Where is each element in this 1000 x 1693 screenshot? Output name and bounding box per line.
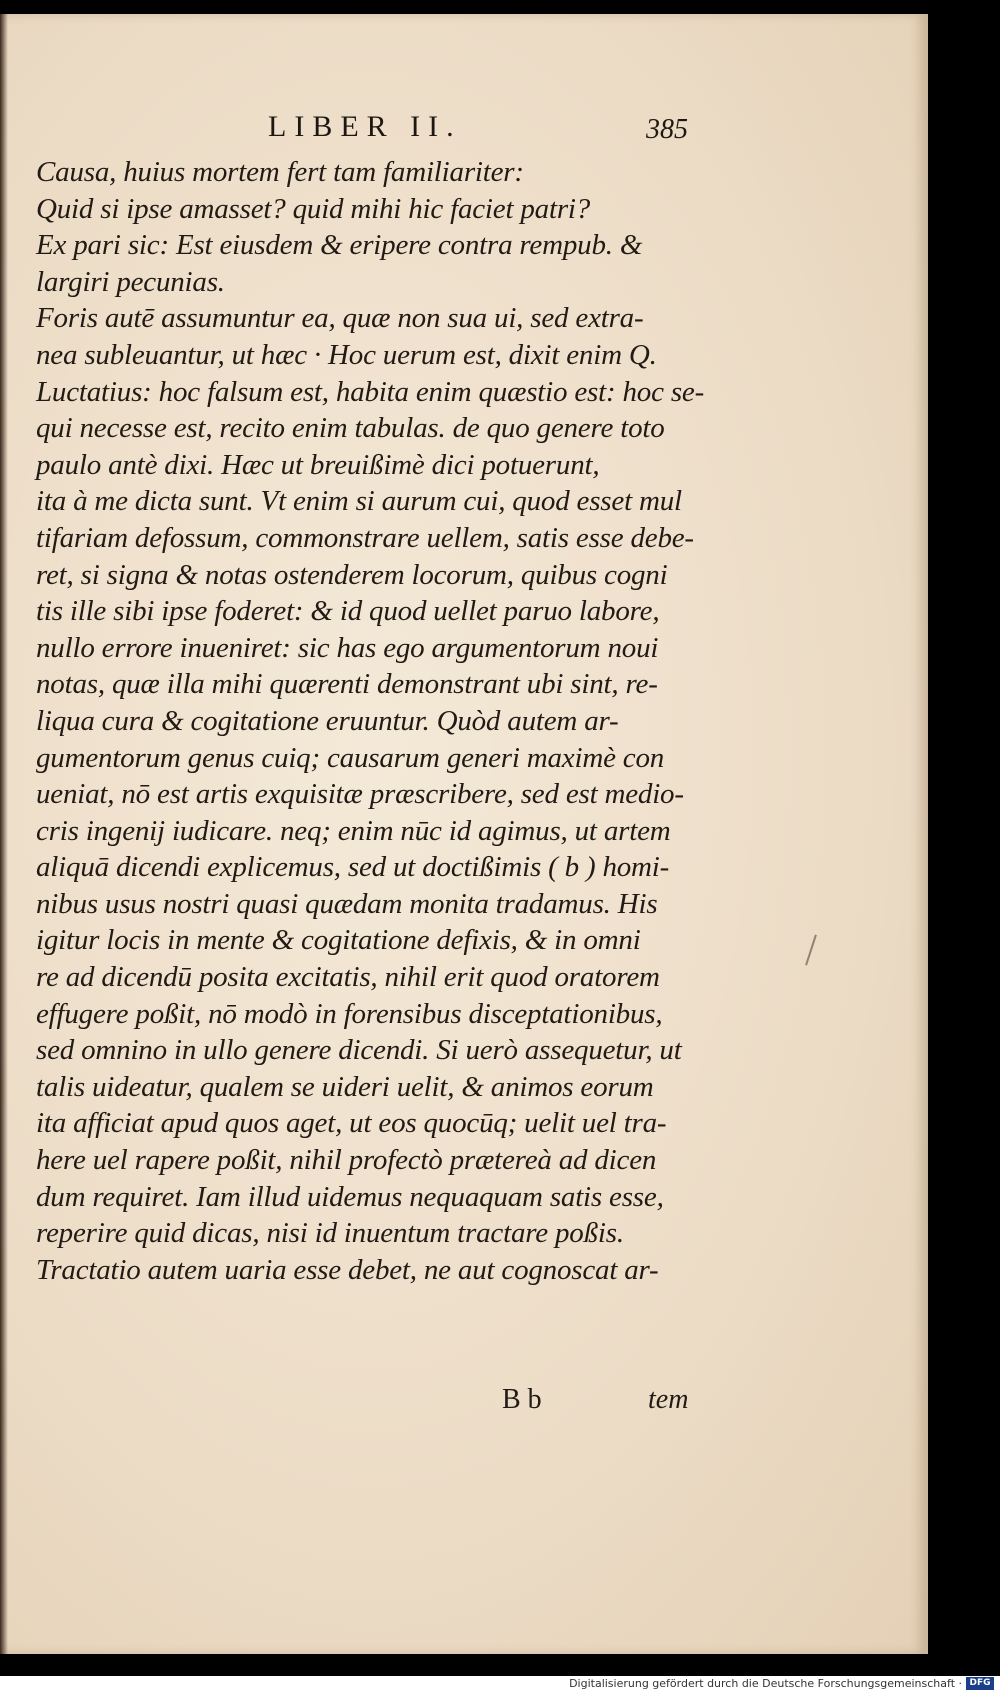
- text-line: notas, quæ illa mihi quærenti demonstrant ubi sint, re-: [36, 668, 658, 701]
- text-line: nibus usus nostri quasi quædam monita tradamus. His: [36, 887, 658, 920]
- running-head: [0, 110, 926, 150]
- text-line: Ex pari sic: Est eiusdem & eripere contra rempub. &: [36, 229, 643, 262]
- text-line: dum requiret. Iam illud uidemus nequaquam satis esse,: [36, 1180, 664, 1213]
- text-line: cris ingenij iudicare. neq; enim nūc id agimus, ut artem: [36, 814, 671, 847]
- text-line: Tractatio autem uaria esse debet, ne aut cognoscat ar-: [36, 1253, 659, 1286]
- text-line: Foris autē assumuntur ea, quæ non sua ui, sed extra-: [36, 302, 644, 335]
- text-line: igitur locis in mente & cogitatione defixis, & in omni: [36, 924, 641, 957]
- margin-pen-mark: [805, 934, 817, 965]
- text-line: re ad dicendū posita excitatis, nihil erit quod oratorem: [36, 961, 660, 994]
- text-line: tis ille sibi ipse foderet: & id quod uellet paruo labore,: [36, 595, 660, 628]
- catchword-row: [0, 1384, 926, 1424]
- text-line: Causa, huius mortem fert tam familiariter:: [36, 156, 524, 188]
- text-line: here uel rapere poßit, nihil profectò prætereà ad dicen: [36, 1144, 657, 1177]
- text-line: Quid si ipse amasset? quid mihi hic faciet patri?: [36, 192, 591, 225]
- dfg-logo-icon[interactable]: DFG: [966, 1677, 994, 1690]
- text-line: liqua cura & cogitatione eruuntur. Quòd autem ar-: [36, 704, 619, 737]
- body-text: [36, 154, 705, 1288]
- text-line: nea subleuantur, ut hæc · Hoc uerum est, dixit enim Q.: [36, 338, 657, 371]
- text-line: qui necesse est, recito enim tabulas. de quo genere toto: [36, 412, 665, 445]
- funding-credit: Digitalisierung gefördert durch die Deutsche Forschungsgemeinschaft ·: [569, 1677, 962, 1690]
- text-line: tifariam defossum, commonstrare uellem, satis esse debe-: [36, 521, 694, 554]
- text-line: talis uideatur, qualem se uideri uelit, & animos eorum: [36, 1070, 654, 1103]
- text-line: paulo antè dixi. Hæc ut breuißimè dici potuerunt,: [36, 448, 600, 481]
- book-page: [0, 14, 928, 1654]
- text-line: Luctatius: hoc falsum est, habita enim quæstio est: hoc se-: [36, 375, 705, 408]
- text-line: ita afficiat apud quos aget, ut eos quocūq; uelit uel tra-: [36, 1107, 667, 1140]
- text-line: ueniat, nō est artis exquisitæ præscribere, sed est medio-: [36, 778, 684, 811]
- text-line: ret, si signa & notas ostenderem locorum, quibus cogni: [36, 558, 668, 591]
- catchword: tem: [648, 1384, 689, 1415]
- page-number: 385: [646, 114, 688, 145]
- footer-bar: [0, 1676, 1000, 1693]
- text-line: aliquā dicendi explicemus, sed ut doctißimis ( b ) homi-: [36, 851, 670, 884]
- text-line: nullo errore inueniret: sic has ego argumentorum noui: [36, 631, 659, 664]
- text-line: effugere poßit, nō modò in forensibus disceptationibus,: [36, 997, 663, 1030]
- text-line: ita à me dicta sunt. Vt enim si aurum cui, quod esset mul: [36, 485, 682, 518]
- text-line: reperire quid dicas, nisi id inuentum tractare poßis.: [36, 1217, 624, 1250]
- running-head-title: LIBER II.: [268, 110, 462, 143]
- text-line: gumentorum genus cuiq; causarum generi maximè con: [36, 741, 665, 774]
- text-line: largiri pecunias.: [36, 265, 225, 298]
- text-line: sed omnino in ullo genere dicendi. Si uerò assequetur, ut: [36, 1034, 682, 1067]
- signature-mark: B b: [502, 1384, 542, 1415]
